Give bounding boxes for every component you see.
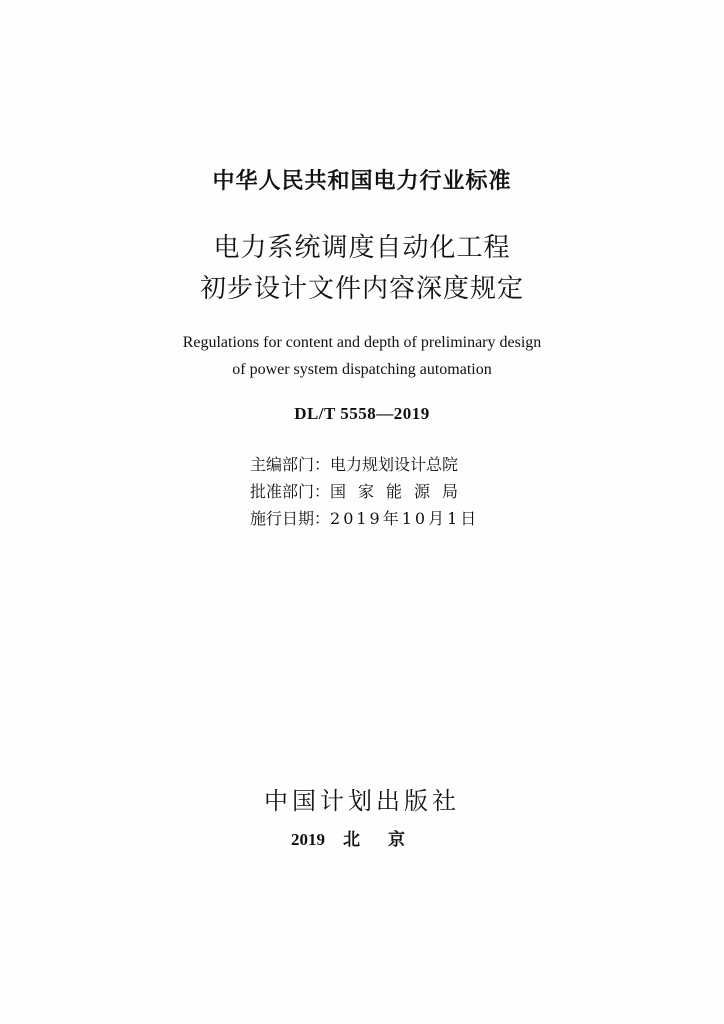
- editor-department-row: [250, 455, 458, 475]
- imprint-line: [0, 825, 724, 850]
- approver-department-row: [250, 482, 470, 502]
- approver-department-label: 批准部门：: [250, 482, 331, 501]
- english-title-line-1: Regulations for content and depth of preliminary design: [182, 334, 542, 351]
- standard-organization: 中华人民共和国电力行业标准: [212, 169, 512, 194]
- imprint-city: 北京: [343, 830, 433, 850]
- editor-department-value: 电力规划设计总院: [330, 455, 459, 474]
- chinese-title-line-2: 初步设计文件内容深度规定: [199, 274, 524, 304]
- approver-department-value: 国家能源局: [330, 482, 471, 501]
- editor-department-label: 主编部门：: [250, 455, 331, 474]
- publisher-name: 中国计划出版社: [264, 787, 460, 815]
- effective-date-value: 2019年10月1日: [330, 509, 480, 528]
- imprint-year: 2019: [291, 830, 325, 849]
- english-title-line-2: of power system dispatching automation: [232, 361, 492, 378]
- chinese-title-line-1: 电力系统调度自动化工程: [213, 233, 511, 263]
- effective-date-row: [250, 509, 479, 529]
- standard-code: DL/T 5558—2019: [294, 404, 430, 423]
- effective-date-label: 施行日期：: [250, 509, 331, 528]
